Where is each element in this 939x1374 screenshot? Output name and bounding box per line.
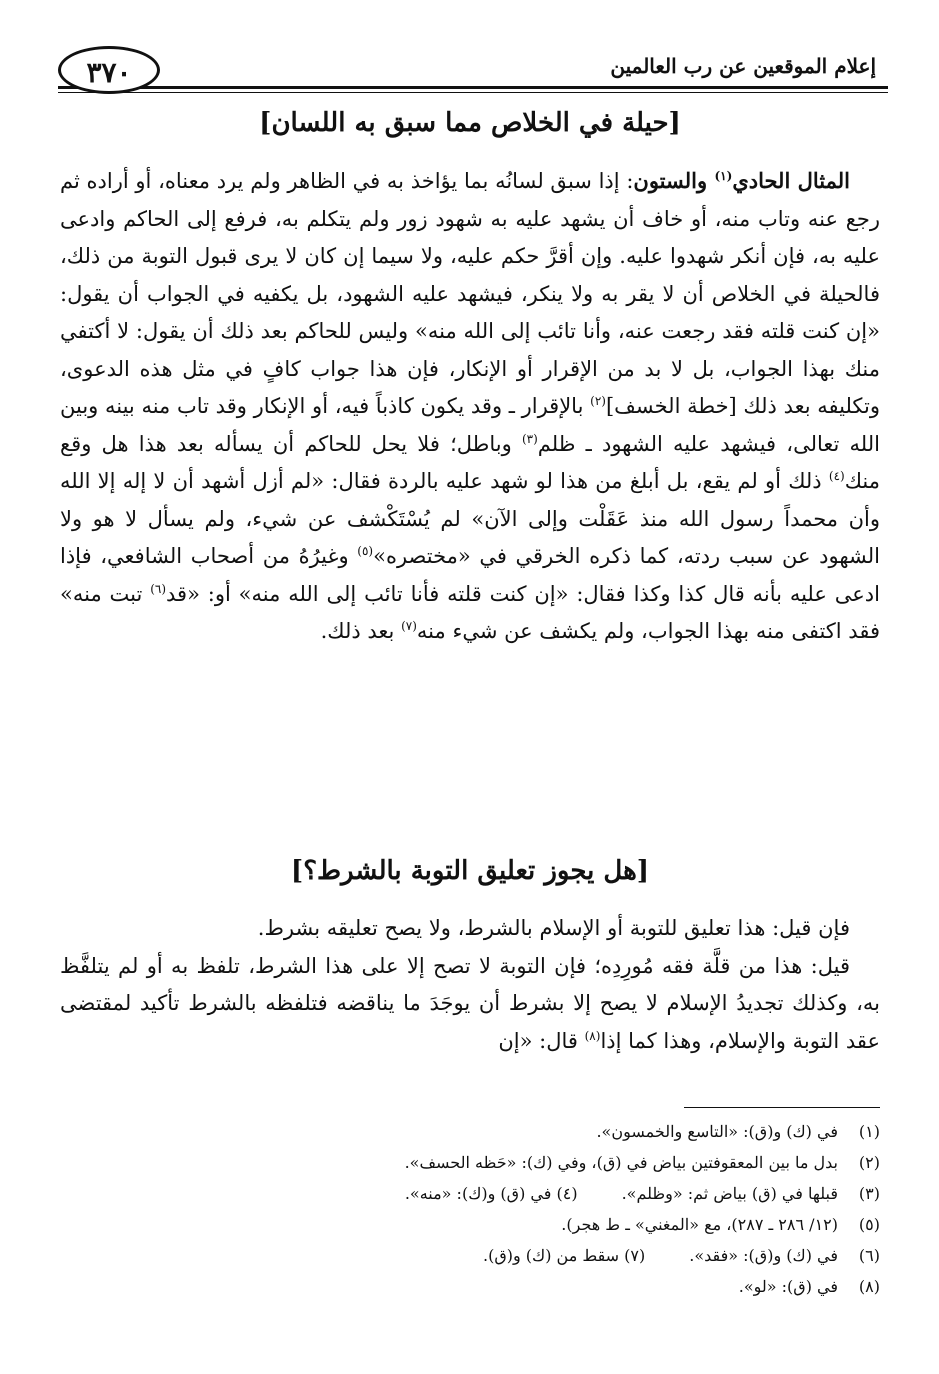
section-1-body xyxy=(60,162,880,651)
header-rule-thin xyxy=(58,92,888,93)
section-2-body xyxy=(60,910,880,1060)
footnote: (٣)قبلها في (ق) بياض ثم: «وظلم».(٤) في (ق) و(ك): «منه». xyxy=(404,1184,880,1203)
paragraph: قيل: هذا من قلَّة فقه مُورِدِه؛ فإن التوبة لا تصح إلا على هذا الشرط، تلفظ به أو لم يتلفَّظ به، وكذلك تجديدُ الإسلام لا يصح إلا بشرط أن يوجَدَ ما يناقضه فتلفظه بالشرط تأكيد لمقتضى عقد التوبة والإسلام، وهذا كما إذا$^{(٨)}$ قال: «إن xyxy=(60,953,880,1053)
paragraph: المثال الحادي$^{(١)}$ والستون: إذا سبق لسانُه بما يؤاخذ به في الظاهر ولم يرد معناه، أو أراده ثم رجع عنه وتاب منه، أو خاف أن يشهد عليه به شهود زور ولم يتكلم به، فرفع إلى الحاكم وادعى عليه به، فإن أنكر شهدوا عليه. وإن أقرَّ حكم عليه، ولا سيما إن كان لا يرى قبول التوبة من ذلك، فالحيلة في الخلاص أن لا يقر به ولا ينكر، فيشهد عليه الشهود، بل يكفيه في الجواب أن يقول: «إن كنت قلته فقد رجعت عنه، وأنا تائب إلى الله منه» وليس للحاكم بعد ذلك أن يقول: لا أكتفي منك بهذا الجواب، بل لا بد من الإقرار أو الإنكار، فإن هذا جواب كافٍ في مثل هذه الدعوى، وتكليفه بعد ذلك [خطة الخسف]$^{(٢)}$ بالإقرار ـ وقد يكون كاذباً فيه، أو الإنكار وقد تاب منه بينه وبين الله تعالى، فيشهد عليه الشهود ـ ظلم$^{(٣)}$ وباطل؛ فلا يحل للحاكم أن يسأله بعد هذا هل وقع منك$^{(٤)}$ ذلك أو لم يقع، بل أبلغ من هذا لو شهد عليه بالردة فقال: «لم أزل أشهد أن لا إله إلا الله وأن محمداً رسول الله منذ عَقَلْت وإلى الآن» لم يُسْتَكْشف عن شيء، ولم يسأل لا هو ولا الشهود عن سبب ردته، كما ذكره الخرقي في «مختصره»$^{(٥)}$ وغيرُهُ من أصحاب الشافعي، فإذا ادعى عليه بأنه قال كذا وكذا فقال: «إن كنت قلته فأنا تائب إلى الله منه» أو: «قد$^{(٦)}$ تبت منه» فقد اكتفى منه بهذا الجواب، ولم يكشف عن شيء منه$^{(٧)}$ بعد ذلك. xyxy=(60,168,881,643)
header-rule-thick xyxy=(58,86,888,89)
footnote: (٨)في (ق): «لو». xyxy=(738,1277,880,1296)
footnote-ref: (٢) xyxy=(590,394,606,408)
footnote: (٦)في (ك) و(ق): «فقد».(٧) سقط من (ك) و(ق). xyxy=(483,1246,880,1265)
footnote-ref: (٧) xyxy=(401,619,417,633)
example-label: المثال الحادي$^{(١)}$ والستون xyxy=(633,168,851,193)
footnote-ref: (٨) xyxy=(584,1028,601,1043)
page-number: ٣٧٠ xyxy=(58,46,160,94)
footnote: (١)في (ك) و(ق): «التاسع والخمسون». xyxy=(596,1122,880,1141)
footnotes xyxy=(180,1116,880,1302)
footnote-ref: (٣) xyxy=(521,431,538,446)
footnote: (٢)بدل ما بين المعقوفتين بياض في (ق)، وفي (ك): «حَظه الحسف». xyxy=(404,1153,880,1172)
footnote-ref: (٦) xyxy=(150,581,167,596)
footnote: (٥)(١٢/ ٢٨٦ ـ ٢٨٧)، مع «المغني» ـ ط هجر). xyxy=(561,1215,880,1234)
footnote-separator xyxy=(684,1107,880,1108)
paragraph: فإن قيل: هذا تعليق للتوبة أو الإسلام بالشرط، ولا يصح تعليقه بشرط. xyxy=(257,916,850,940)
footnote-ref: (٥) xyxy=(357,544,374,558)
book-title: إعلام الموقعين عن رب العالمين xyxy=(610,54,876,78)
footnote-ref: (١) xyxy=(714,169,733,183)
section-title-1: [حيلة في الخلاص مما سبق به اللسان] xyxy=(259,108,681,138)
section-title-2: [هل يجوز تعليق التوبة بالشرط؟] xyxy=(290,856,650,886)
footnote-ref: (٤) xyxy=(828,469,845,483)
running-header xyxy=(58,40,888,98)
